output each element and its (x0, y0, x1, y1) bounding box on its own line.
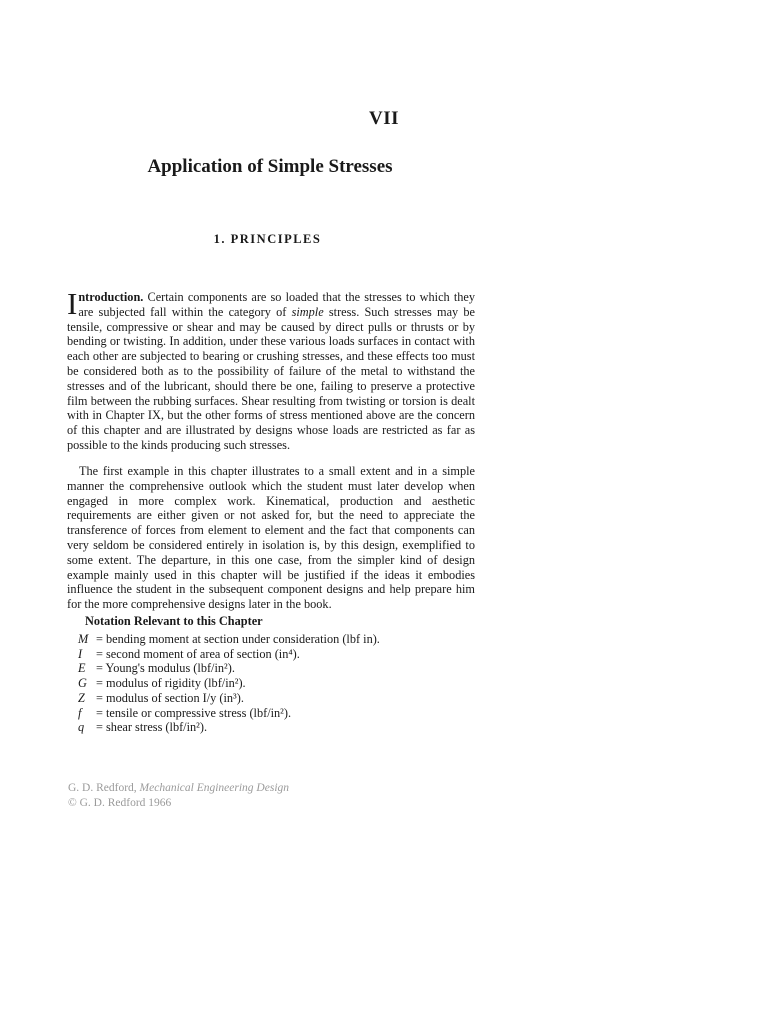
notation-symbol: M (78, 632, 89, 646)
notation-symbol: G (78, 676, 87, 691)
notation-definition: = shear stress (lbf/in²). (96, 720, 208, 735)
paragraph-text: stress. Such stresses may be tensile, compressive or shear and may be caused by direct pulls or thrusts or by bending or twisting. In addition, under these various loads surfaces in contact with each other are subjected to bearing or crushing stresses, and these effects too must be considered both as to the possibility of failure of the metal to withstand the stresses and of the lubricant, should there be one, failing to preserve a protective film between the rubbing surfaces. Shear resulting from twisting or torsion is dealt with in Chapter IX, but the other forms of stress mentioned above are the concern of this chapter and are illustrated by designs whose loads are restricted as far as possible to the kinds producing such stresses. (67, 304, 475, 452)
section-heading: 1. PRINCIPLES (213, 232, 322, 246)
notation-definition: = modulus of rigidity (lbf/in²). (96, 676, 246, 691)
notation-definition: = second moment of area of section (in⁴). (96, 646, 300, 661)
chapter-title: Application of Simple Stresses (147, 156, 393, 177)
notation-symbol: Z (78, 690, 85, 705)
notation-symbol: f (78, 705, 82, 720)
notation-definition: = tensile or compressive stress (lbf/in²). (96, 705, 292, 720)
notation-symbol: q (78, 720, 85, 735)
copyright-footer (68, 781, 289, 811)
chapter-number: VII (368, 108, 399, 129)
introduction-paragraph (67, 286, 475, 453)
notation-symbol: E (78, 661, 86, 676)
notation-item (78, 632, 380, 647)
notation-list (78, 632, 380, 735)
notation-definition: = modulus of section I/y (in³). (96, 690, 244, 705)
footer-book-title: Mechanical Engineering Design (139, 782, 290, 794)
notation-definition: = bending moment at section under consideration (lbf in). (96, 632, 380, 646)
notation-item (78, 706, 380, 721)
notation-item (78, 720, 380, 735)
footer-citation (68, 781, 289, 796)
notation-item (78, 676, 380, 691)
emphasis-text: simple (291, 304, 324, 319)
notation-symbol: I (78, 646, 83, 661)
drop-cap: I (67, 286, 78, 321)
notation-item (78, 647, 380, 662)
lead-in-text: ntroduction. (78, 290, 144, 304)
footer-copyright: © G. D. Redford 1966 (68, 797, 172, 809)
notation-item (78, 691, 380, 706)
notation-definition: = Young's modulus (lbf/in²). (96, 661, 235, 676)
notation-item (78, 661, 380, 676)
second-paragraph: The first example in this chapter illustrates to a small extent and in a simple manner the comprehensive outlook which the student must later develop when engaged in more complex work. Kinematical, production and aesthetic requirements are either given or not asked for, but the need to appreciate the transference of forces from element to element and the fact that components can very seldom be considered entirely in isolation is, by this design, exemplified to some extent. The departure, in this one case, from the simpler kind of design example mainly used in this chapter will be justified if the ideas it embodies influence the student in the subsequent component designs and help prepare him for the more comprehensive designs later in the book. (67, 464, 475, 612)
notation-heading: Notation Relevant to this Chapter (85, 614, 263, 628)
paragraph-text: Certain components are so loaded that the stresses to which they are subjected fall within the category of (78, 290, 475, 319)
footer-author: G. D. Redford, (68, 782, 137, 794)
